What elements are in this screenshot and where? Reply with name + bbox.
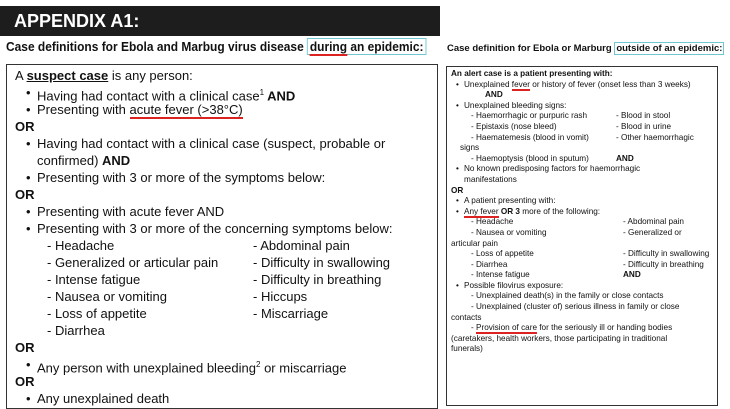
bleeding-sign-continuation: signs [460,143,480,153]
symptom-row [451,249,717,260]
text: - Intense fatigue [471,270,530,280]
list-item: • Having had contact with a clinical case (suspect, probable or [15,135,437,152]
symptom: - Abdominal pain [253,238,350,253]
symptom: - Generalized or articular pain [47,255,219,270]
bleeding-sign-row [451,122,717,133]
left-subtitle [6,39,426,54]
text: - Haemorrhagic or purpuric rash [471,111,588,121]
symptom: - Miscarriage [253,306,329,321]
suspect-case-panel [6,64,438,409]
list-item [451,80,717,91]
text: for the seriously ill or handing bodies [537,323,673,333]
left-subtitle-during: during [309,39,348,54]
list-item: • Presenting with acute fever AND [15,203,437,220]
list-item [15,84,437,104]
symptom: - Loss of appetite [47,306,147,321]
text: - Diarrhea [471,259,508,269]
list-item [15,101,437,118]
text: or history of fever (onset less than 3 weeks) [530,79,691,89]
provision-of-care-highlight: Provision of care [476,323,537,333]
and-label: AND [616,153,634,163]
text: - Difficulty in breathing [623,259,704,269]
or-separator: OR [15,187,35,202]
right-subtitle-pre: Case definition for Ebola or Marburg [447,43,615,54]
bleeding-sign-row [451,154,717,165]
suspect-case-intro [15,67,437,84]
left-subtitle-pre: Case definitions for Ebola and Marbug virus disease [6,39,308,54]
appendix-title: APPENDIX A1: [0,6,440,36]
symptom: - Difficulty in breathing [253,272,382,287]
text: OR 3 [498,206,520,216]
text: Unexplained [464,79,512,89]
symptom-row [451,260,717,271]
left-subtitle-post: an epidemic: [347,39,424,54]
list-item: • Presenting with 3 or more of the symptoms below: [15,169,437,186]
list-item: • A patient presenting with: [451,196,717,207]
list-item [15,356,437,376]
text: - Haematemesis (blood in vomit) [471,132,589,142]
list-item: • Unexplained bleeding signs: [451,101,717,112]
acute-fever-highlight: acute fever (>38°C) [129,102,243,117]
text: - Generalized or [623,227,682,237]
text: - [471,323,477,333]
text: - Nausea or vomiting [471,227,547,237]
footnote-marker: 1 [259,88,265,97]
list-item: • Any unexplained death [15,390,437,407]
symptom-row [451,217,717,228]
text: - Abdominal pain [623,217,684,227]
list-item-continuation: manifestations [464,174,517,184]
text: is any person: [108,68,193,83]
exposure-item: - Unexplained death(s) in the family or close contacts [471,291,664,301]
symptom-row [451,270,717,281]
symptom: - Nausea or vomiting [47,289,167,304]
exposure-item [451,323,717,334]
symptom-row [15,322,437,339]
exposure-item: - Unexplained (cluster of) serious illness in family or close [471,302,680,312]
symptom: - Headache [47,238,115,253]
exposure-continuation: funerals) [451,344,483,354]
text: - Epistaxis (nose bleed) [471,121,557,131]
or-separator: OR [451,185,464,195]
bleeding-sign-row [451,111,717,122]
symptom: - Difficulty in swallowing [253,255,391,270]
or-separator: OR [15,374,35,389]
any-fever-highlight: Any fever [464,206,499,216]
text: Any person with unexplained bleeding [37,360,256,376]
suspect-case-term: suspect case [26,68,109,83]
symptom-row [15,271,437,288]
text: - Difficulty in swallowing [623,249,710,259]
or-separator: OR [15,340,35,355]
footnote-marker: 2 [256,360,261,369]
right-subtitle [447,43,724,54]
text: - Haemoptysis (blood in sputum) [471,153,589,163]
or-separator: OR [15,119,35,134]
symptom-row [15,237,437,254]
symptom-row [15,254,437,271]
list-item: • No known predisposing factors for haemorrhagic [451,164,717,175]
symptom: - Intense fatigue [47,272,141,287]
text: - Blood in urine [616,121,672,131]
list-item: • Possible filovirus exposure: [451,281,717,292]
and-label: AND [623,270,641,280]
list-item-continuation [15,152,437,169]
exposure-continuation: contacts [451,312,482,322]
text: A [15,68,27,83]
fever-highlight: fever [511,79,530,89]
symptom-row [15,305,437,322]
symptom: - Diarrhea [47,323,105,338]
symptom-row [451,228,717,239]
symptom: - Hiccups [253,289,308,304]
text: - Other haemorrhagic [616,132,694,142]
alert-case-panel [446,66,718,406]
symptom-row [15,288,437,305]
text: or miscarriage [260,360,347,376]
text: confirmed) [37,153,103,168]
text: Presenting with [37,102,130,117]
text: AND [264,88,296,104]
right-subtitle-highlight: outside of an epidemic: [616,43,723,54]
exposure-continuation: (caretakers, health workers, those participating in traditional [451,333,668,343]
symptom-continuation: articular pain [451,238,498,248]
alert-case-heading: An alert case is a patient presenting with: [451,69,613,78]
list-item [451,207,717,218]
left-subtitle-highlight [307,38,426,55]
text: - Headache [471,217,514,227]
bleeding-sign-row [451,133,717,144]
text: AND [102,153,131,168]
text: - Blood in stool [616,111,671,121]
and-label: AND [485,90,503,100]
text: Having had contact with a clinical case [37,88,260,104]
list-item: • Presenting with 3 or more of the concerning symptoms below: [15,220,437,237]
text: more of the following: [519,206,601,216]
text: - Loss of appetite [471,249,534,259]
